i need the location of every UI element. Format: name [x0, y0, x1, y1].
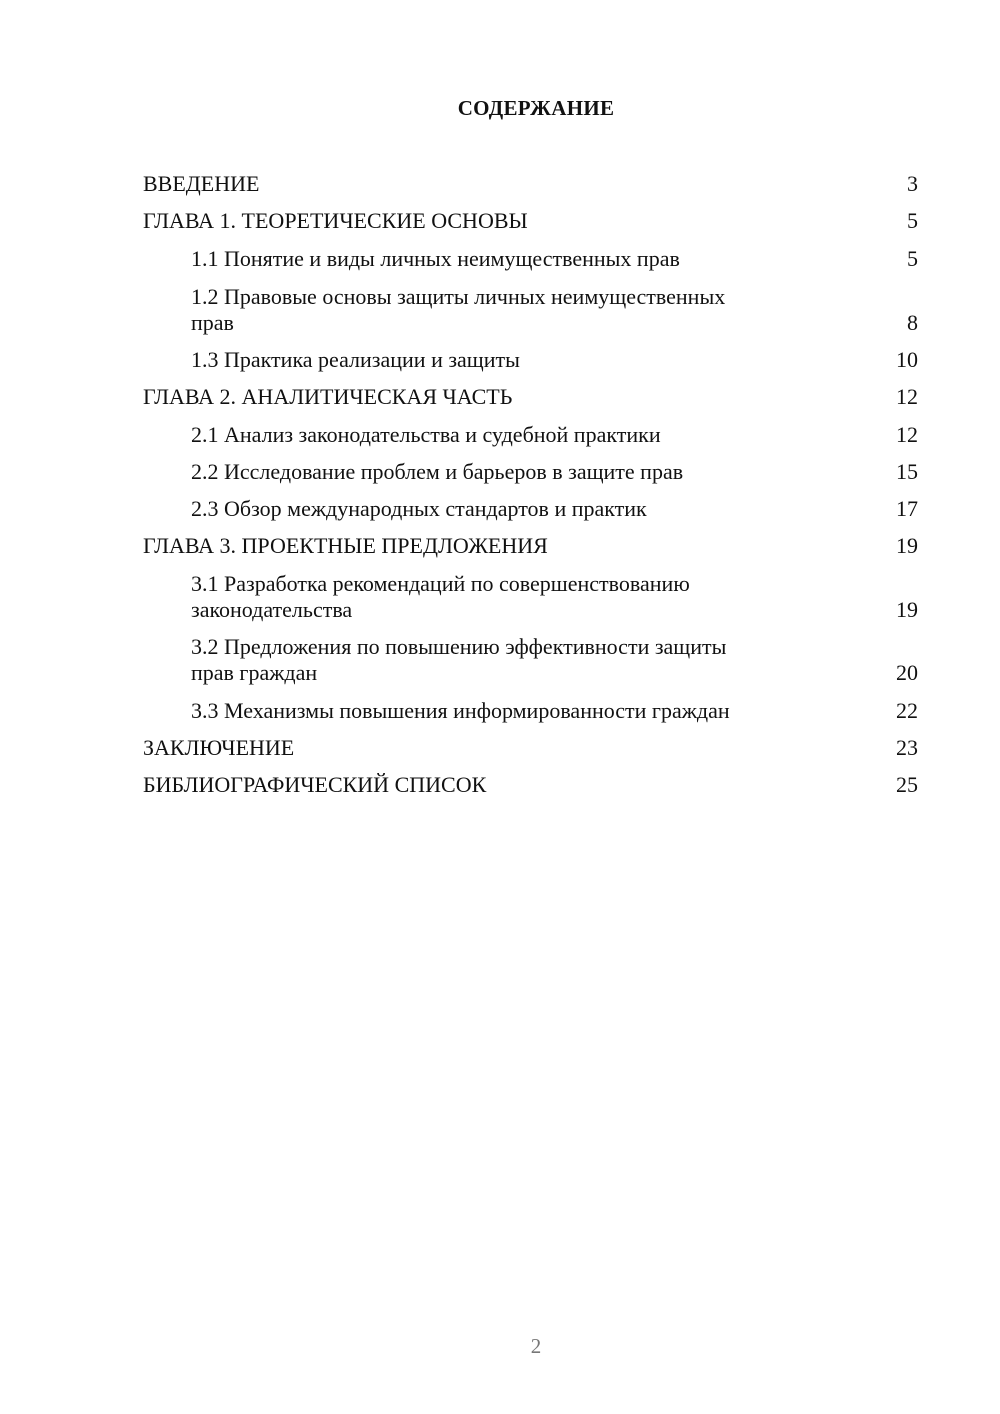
toc-entry [191, 698, 918, 724]
toc-entry-title-line: 1.3 Практика реализации и защиты [191, 347, 520, 372]
toc-entry-title-line: БИБЛИОГРАФИЧЕСКИЙ СПИСОК [143, 772, 487, 797]
toc-entry-title [143, 772, 918, 798]
toc-entry-title-line: 2.2 Исследование проблем и барьеров в защите прав [191, 459, 684, 484]
toc-entry-title [143, 533, 918, 559]
toc-entry-page: 17 [896, 496, 918, 521]
toc-entry [191, 284, 918, 336]
toc-entry-title-line: 2.1 Анализ законодательства и судебной практики [191, 422, 661, 447]
toc-entry-page: 15 [896, 459, 918, 484]
toc-entry [143, 208, 918, 234]
toc-entry [143, 735, 918, 761]
toc-entry [143, 384, 918, 410]
toc-entry-title [191, 347, 918, 373]
toc-entry-title-line: ВВЕДЕНИЕ [143, 171, 260, 196]
toc-entry-title-line: ЗАКЛЮЧЕНИЕ [143, 735, 295, 760]
toc-entry [143, 171, 918, 197]
toc-entry-title-line: ГЛАВА 3. ПРОЕКТНЫЕ ПРЕДЛОЖЕНИЯ [143, 533, 548, 558]
toc-entry-page: 20 [896, 660, 918, 685]
toc-entry [191, 496, 918, 522]
toc-entry-page: 3 [907, 171, 918, 196]
toc-entry [191, 459, 918, 485]
toc-entry-title [191, 246, 918, 272]
toc-entry [191, 634, 918, 686]
toc-entry-title-line: законодательства [191, 597, 353, 622]
toc-entry [191, 347, 918, 373]
toc-entry-title [143, 208, 918, 234]
toc-entry-page: 23 [896, 735, 918, 760]
toc-entry [143, 772, 918, 798]
toc-entry-title [191, 571, 918, 623]
toc-entry-page: 19 [896, 533, 918, 558]
toc-entry-title-line: ГЛАВА 2. АНАЛИТИЧЕСКАЯ ЧАСТЬ [143, 384, 513, 409]
toc-entry-title [191, 698, 918, 724]
toc-entry-page: 12 [896, 384, 918, 409]
toc-entry-title-line: 2.3 Обзор международных стандартов и практик [191, 496, 647, 521]
toc-entry-title [191, 422, 918, 448]
toc-entry [143, 533, 918, 559]
toc-entry-title-line: прав граждан [191, 660, 318, 685]
toc-entry-title-line: 1.2 Правовые основы защиты личных неимущественных [191, 284, 726, 309]
toc-entry-title [191, 459, 918, 485]
toc-entry-title [143, 384, 918, 410]
toc-entry-title [191, 496, 918, 522]
toc-entry-title-line: прав [191, 310, 234, 335]
toc-entry-title-line: 1.1 Понятие и виды личных неимущественных прав [191, 246, 680, 271]
toc-entry-page: 8 [907, 310, 918, 335]
toc-entry-page: 25 [896, 772, 918, 797]
toc-entry-page: 5 [907, 246, 918, 271]
toc-entry-page: 19 [896, 597, 918, 622]
toc-entry-title-line: ГЛАВА 1. ТЕОРЕТИЧЕСКИЕ ОСНОВЫ [143, 208, 528, 233]
toc-entry-title [191, 284, 918, 336]
toc-entry [191, 422, 918, 448]
toc-entry-title-line: 3.2 Предложения по повышению эффективности защиты [191, 634, 727, 659]
toc-entry [191, 246, 918, 272]
toc-entry-page: 12 [896, 422, 918, 447]
toc-entry-title [143, 171, 918, 197]
toc-entry [191, 571, 918, 623]
toc-entry-title-line: 3.3 Механизмы повышения информированности граждан [191, 698, 730, 723]
toc-entry-page: 5 [907, 208, 918, 233]
toc-entry-title-line: 3.1 Разработка рекомендаций по совершенствованию [191, 571, 690, 596]
toc-entry-page: 22 [896, 698, 918, 723]
page-number: 2 [530, 1334, 542, 1358]
page-title: СОДЕРЖАНИЕ [457, 96, 615, 120]
toc-entry-title [191, 634, 918, 686]
toc-entry-title [143, 735, 918, 761]
toc-entry-page: 10 [896, 347, 918, 372]
